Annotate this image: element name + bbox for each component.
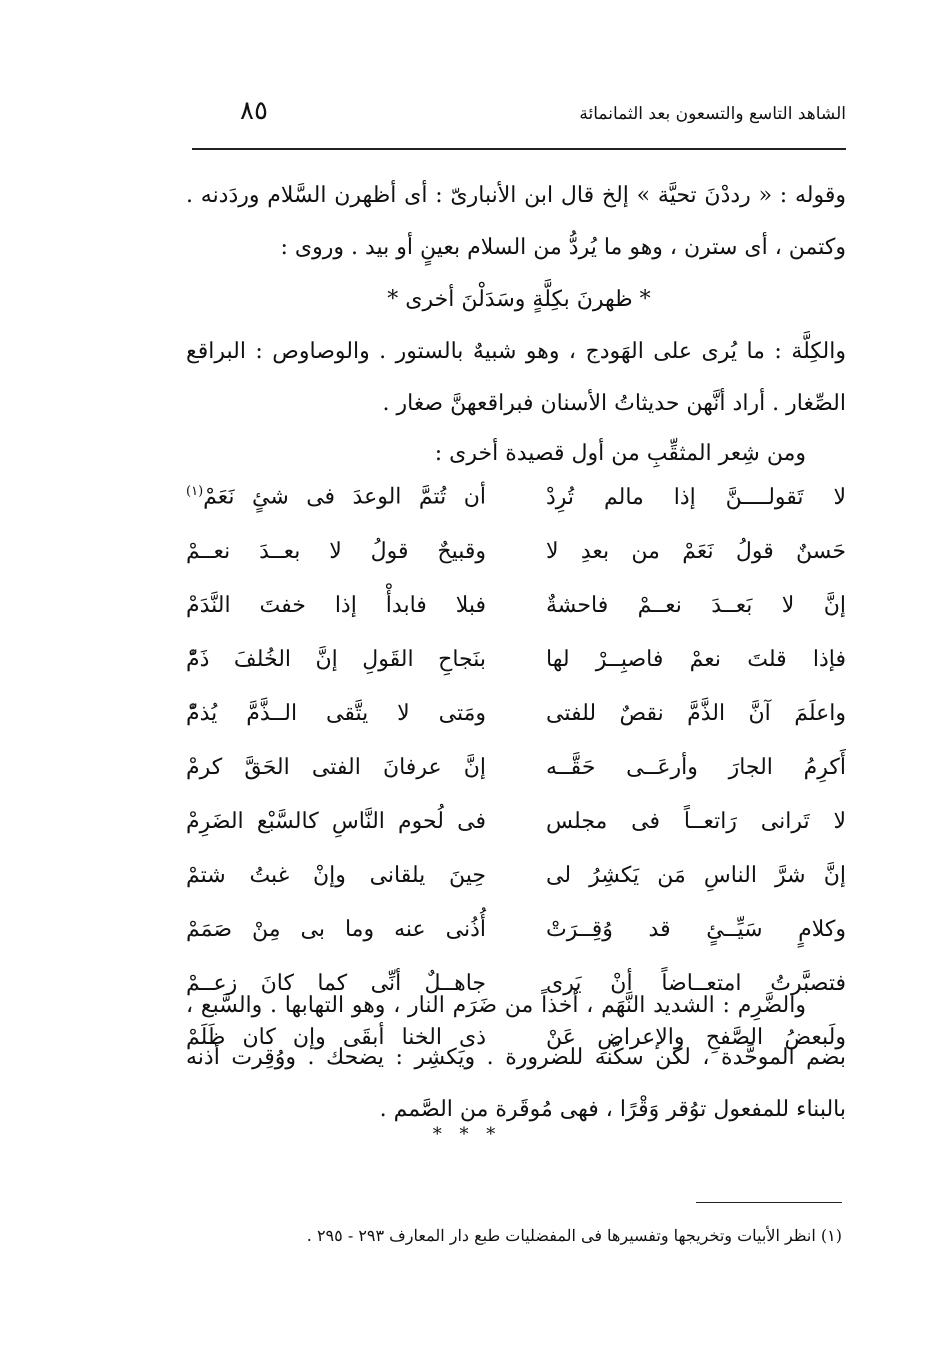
hemistich-first: لا تَقولــــنَّ إذا مالم تُرِدْ (546, 484, 846, 510)
hemistich-second-wrap (186, 701, 486, 726)
hemistich-first: وكلامٍ سَيِّــئٍ قد وُقِــرَتْ (546, 916, 846, 942)
paragraph-commentary-2: والكِلَّة : ما يُرى على الهَودج ، وهو شبيهٌ بالستور . والوصاوص : البراقع الصِّغار . أراد أنَّهن حديثاتُ الأسنان فبراقعهنَّ صغار . (186, 339, 846, 416)
hemistich-second: فى لُحوم النَّاسِ كالسَّبْع الضَرِمْ (186, 808, 486, 834)
verse (186, 794, 846, 848)
verse (186, 578, 846, 632)
hemistich-first: حَسنٌ قولُ نَعَمْ من بعدِ لا (546, 538, 846, 564)
hemistich-second: فبلا فابدأْ إذا خفتَ النَّدَمْ (186, 592, 486, 618)
hemistich-second-wrap (186, 647, 486, 672)
hemistich-first: فإذا قلتَ نعمْ فاصبِــرْ لها (546, 646, 846, 672)
footnote: (١) انظر الأبيات وتخريجها وتفسيرها فى المفضليات طبع دار المعارف ٢٩٣ - ٢٩٥ . (306, 1226, 842, 1245)
quoted-hemistich: * ظهرنَ بكِلَّةٍ وسَدَلْنَ أخرى * (387, 287, 651, 312)
hemistich-second: وقبيحٌ قولُ لا بعــدَ نعــمْ (186, 538, 486, 564)
hemistich-second-wrap (186, 809, 486, 834)
hemistich-second: حِينَ يلقانى وإنْ غبتُ شتمْ (186, 862, 486, 888)
hemistich-second: إنَّ عرفانَ الفتى الحَقَّ كرمْ (186, 754, 486, 780)
hemistich-second: بنَجاحِ القَولِ إنَّ الخُلفَ ذَمّْ (186, 646, 486, 672)
hemistich-second: جاهــلٌ أنِّى كما كانَ زعــمْ (186, 970, 486, 996)
footnote-marker: (١) (186, 484, 204, 500)
running-head: الشاهد التاسع والتسعون بعد الثمانمائة (579, 104, 846, 124)
hemistich-first: إنَّ لا بَعــدَ نعــمْ فاحشةٌ (546, 592, 846, 618)
hemistich-first: أَكرِمُ الجارَ وأرعَــى حَقَّــه (546, 754, 846, 780)
hemistich-second-wrap (186, 917, 486, 942)
verse (186, 686, 846, 740)
verse (186, 470, 846, 524)
verse (186, 524, 846, 578)
hemistich-second: أُذُنى عنه وما بى مِنْ صَمَمْ (186, 916, 486, 942)
hemistich-first: فتصبَّرتُ امتعــاضاً أنْ يَرى (546, 970, 846, 996)
hemistich-second-wrap (186, 539, 486, 564)
verse (186, 848, 846, 902)
hemistich-second-wrap (186, 593, 486, 618)
verse (186, 902, 846, 956)
paragraph-glossary: والضَّرِم : الشديد النَّهَم ، أخذاً من ضَرَم النار ، وهو التهابها . والسَّبع ، بضم الموحَّدة ، لكن سكّنه للضرورة . ويَكشِر : يضحك . ووُقِرت أذنه بالبناء للمفعول توُقر وَقْرًا ، فهى مُوقَرة من الصَّمم . (186, 993, 846, 1122)
hemistich-first: ولَبعضُ الصَّفحِ والإعراضِ عَنْ (546, 1024, 846, 1050)
page-number: ٨٥ (240, 96, 268, 126)
hemistich-second: ذى الخنا أبقَى وإن كان ظَلَمْ (186, 1024, 486, 1050)
poem (186, 470, 846, 1064)
paragraph-intro-poem: ومن شِعر المثقِّبِ من أول قصيدة أخرى : (434, 441, 806, 466)
section-separator: * * * (432, 1124, 502, 1145)
hemistich-second: أن تُتمَّ الوعدَ فى شئٍ نَعَمْ (203, 484, 486, 510)
hemistich-second-wrap (186, 484, 486, 509)
paragraph-commentary-1: وقوله : « رددْنَ تحيَّة » إلخ قال ابن الأنبارىّ : أى أظهرن السَّلام وردَدنه . وكتمن ، أى سترن ، وهو ما يُردُّ من السلام بعينٍ أو بيد . وروى : (186, 183, 846, 260)
hemistich-second-wrap (186, 863, 486, 888)
hemistich-first: لا تَرانى رَاتعــاً فى مجلس (546, 808, 846, 834)
hemistich-first: إنَّ شرَّ الناسِ مَن يَكشِرُ لى (546, 862, 846, 888)
footnote-rule (696, 1202, 842, 1203)
verse (186, 740, 846, 794)
verse (186, 632, 846, 686)
hemistich-first: واعلَمَ آنَّ الذَّمَّ نقصٌ للفتى (546, 700, 846, 726)
hemistich-second-wrap (186, 755, 486, 780)
header-rule (192, 148, 846, 150)
hemistich-second: ومَتى لا يتَّقى الــذَّمَّ يُذمّْ (186, 700, 486, 726)
